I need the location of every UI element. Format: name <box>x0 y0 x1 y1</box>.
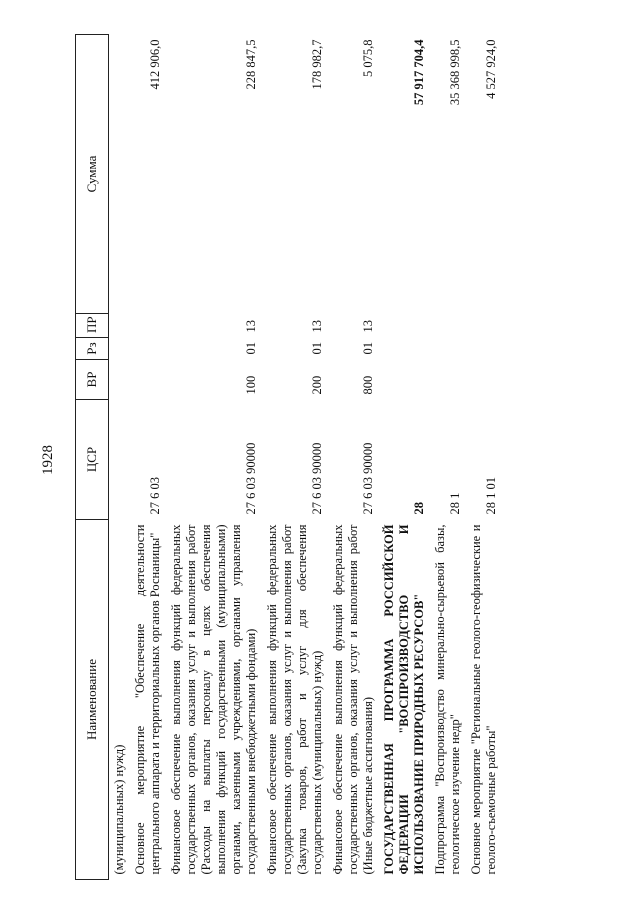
row-vr: 200 <box>310 375 324 395</box>
row-vr <box>430 360 466 400</box>
row-rz <box>430 338 466 360</box>
table-row <box>379 35 430 880</box>
table-body <box>109 35 503 880</box>
row-name: Финансовое обеспечение выполнения функций федеральных государственных органов, оказания услуг и выполнения работ (Расходы на выплаты персоналу в целях обеспечения выполнения функций государственными (муниципальными) органами, казенными учреждениями, органами управления государственными внебюджетными фондами) <box>169 524 258 875</box>
row-rz <box>130 338 166 360</box>
budget-table <box>75 34 502 880</box>
row-sum: 57 917 704,4 <box>412 39 426 106</box>
table-row <box>328 35 379 880</box>
header-rz: Рз <box>76 338 109 360</box>
row-vr <box>130 360 166 400</box>
row-pr <box>130 314 166 338</box>
row-csr: 28 <box>412 502 426 515</box>
table-row <box>109 35 131 880</box>
row-csr: 28 1 <box>448 492 462 515</box>
header-sum: Сумма <box>76 35 109 314</box>
row-vr <box>109 360 131 400</box>
row-sum <box>109 35 131 314</box>
header-vr: ВР <box>76 360 109 400</box>
row-name: ГОСУДАРСТВЕННАЯ ПРОГРАММА РОССИЙСКОЙ ФЕДЕРАЦИИ "ВОСПРОИЗВОДСТВО И ИСПОЛЬЗОВАНИЕ ПРИРОДНЫХ РЕСУРСОВ" <box>382 524 426 875</box>
row-name: Основное мероприятие "Региональные геолого-геофизические и геолого-съемочные работы" <box>469 524 498 875</box>
row-pr <box>379 314 430 338</box>
row-rz <box>379 338 430 360</box>
row-csr: 27 6 03 90000 <box>244 442 258 515</box>
row-rz <box>466 338 502 360</box>
rotated-table-container <box>75 35 605 880</box>
row-rz <box>109 338 131 360</box>
header-name: Наименование <box>76 520 109 880</box>
row-name: (муниципальных) нужд) <box>112 744 126 875</box>
row-vr <box>379 360 430 400</box>
row-pr <box>109 314 131 338</box>
table-row <box>262 35 328 880</box>
table-row <box>430 35 466 880</box>
row-sum: 4 527 924,0 <box>484 39 498 99</box>
row-vr <box>466 360 502 400</box>
row-csr: 27 6 03 90000 <box>361 442 375 515</box>
row-pr: 13 <box>244 320 258 333</box>
row-pr: 13 <box>361 320 375 333</box>
row-rz: 01 <box>361 342 375 355</box>
row-name: Основное мероприятие "Обеспечение деятельности центрального аппарата и территориальных органов Роснаницы" <box>133 524 162 875</box>
row-name: Подпрограмма "Воспроизводство минерально-сырьевой базы, геологическое изучение недр" <box>433 524 462 875</box>
row-sum: 412 906,0 <box>148 39 162 90</box>
row-sum: 228 847,5 <box>244 39 258 90</box>
row-pr <box>430 314 466 338</box>
table-header-row <box>76 35 109 880</box>
budget-table-sheet <box>75 35 605 880</box>
header-csr: ЦСР <box>76 400 109 520</box>
row-pr <box>466 314 502 338</box>
row-sum: 178 982,7 <box>310 39 324 90</box>
row-sum: 35 368 998,5 <box>448 39 462 106</box>
row-csr: 28 1 01 <box>484 477 498 515</box>
table-row <box>130 35 166 880</box>
table-row <box>166 35 262 880</box>
row-sum: 5 075,8 <box>361 39 375 77</box>
row-name: Финансовое обеспечение выполнения функций федеральных государственных органов, оказания услуг и выполнения работ (Иные бюджетные ассигнования) <box>331 524 375 875</box>
row-csr: 27 6 03 <box>148 477 162 515</box>
row-vr: 800 <box>361 375 375 395</box>
row-pr: 13 <box>310 320 324 333</box>
row-rz: 01 <box>244 342 258 355</box>
row-csr: 27 6 03 90000 <box>310 442 324 515</box>
table-row <box>466 35 502 880</box>
row-name: Финансовое обеспечение выполнения функций федеральных государственных органов, оказания услуг и выполнения работ (Закупка товаров, работ и услуг для обеспечения государственных (муниципальных) нужд) <box>265 524 324 875</box>
row-csr <box>109 400 131 520</box>
header-pr: ПР <box>76 314 109 338</box>
row-rz: 01 <box>310 342 324 355</box>
row-vr: 100 <box>244 375 258 395</box>
page-number: 1928 <box>40 445 56 475</box>
